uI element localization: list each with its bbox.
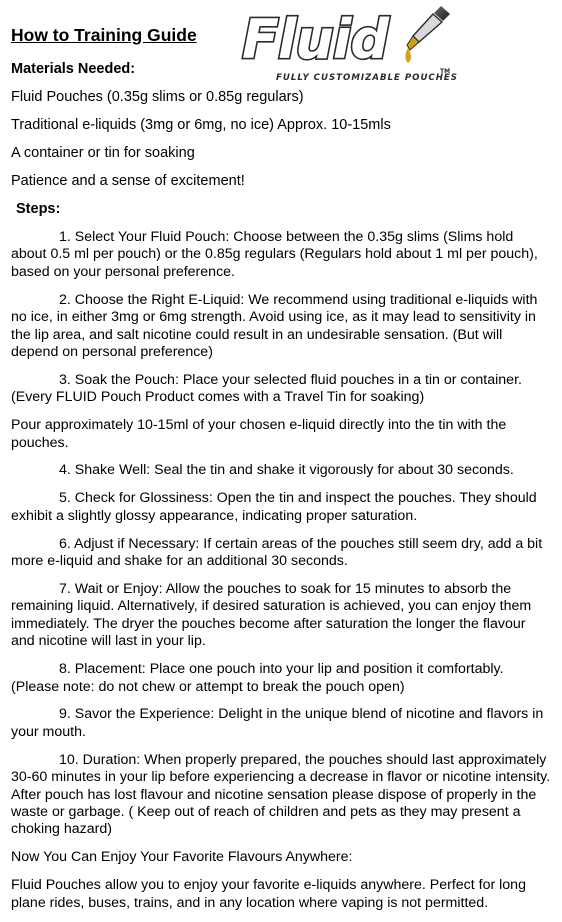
logo-wordmark: Fluid: [242, 8, 389, 71]
training-guide: [11, 24, 551, 912]
closing-heading: Now You Can Enjoy Your Favorite Flavours Anywhere:: [11, 849, 353, 866]
page-title: How to Training Guide: [11, 25, 197, 45]
trademark-mark: TM: [440, 68, 451, 75]
dropper-icon: [405, 6, 450, 63]
materials-heading: Materials Needed:: [11, 61, 136, 77]
materials-item: Fluid Pouches (0.35g slims or 0.85g regulars): [11, 89, 304, 105]
pour-note: Pour approximately 10-15ml of your chosen e-liquid directly into the tin with the pouches.: [11, 417, 507, 451]
steps-heading: Steps:: [16, 201, 61, 217]
materials-item: Patience and a sense of excitement!: [11, 173, 245, 189]
step-9: 9. Savor the Experience: Delight in the unique blend of nicotine and flavors in your mouth.: [11, 706, 544, 740]
step-6: 6. Adjust if Necessary: If certain areas of the pouches still seem dry, add a bit more e-liquid and shake for an additional 30 seconds.: [11, 535, 543, 570]
step-1: 1. Select Your Fluid Pouch: Choose between the 0.35g slims (Slims hold about 0.5 ml per pouch) or the 0.85g regulars (Regulars hold about 1 ml per pouch), based on your personal preference.: [11, 229, 538, 280]
step-8: 8. Placement: Place one pouch into your lip and position it comfortably. (Please note: do not chew or attempt to break the pouch open): [11, 661, 504, 695]
logo-tagline: FULLY CUSTOMIZABLE POUCHES: [276, 73, 458, 83]
fluid-logo: [236, 0, 478, 90]
step-3: 3. Soak the Pouch: Place your selected fluid pouches in a tin or container. (Every FLUID Pouch Product comes with a Travel Tin for soaking): [11, 371, 522, 406]
step-5: 5. Check for Glossiness: Open the tin and inspect the pouches. They should exhibit a slightly glossy appearance, indicating proper saturation.: [11, 490, 537, 524]
materials-item: Traditional e-liquids (3mg or 6mg, no ice) Approx. 10-15mls: [11, 117, 391, 133]
step-7: 7. Wait or Enjoy: Allow the pouches to soak for 15 minutes to absorb the remaining liquid. Alternatively, if desired saturation is achieved, you can enjoy them immediately. The dryer the pouches become after saturation the longer the flavour and nicotine will last in your lip.: [11, 581, 532, 650]
step-10: 10. Duration: When properly prepared, the pouches should last approximately 30-60 minutes in your lip before experiencing a decrease in flavor or nicotine intensity. After pouch has lost flavour and nicotine sensation please dispose of properly in the waste or garbage. ( Keep out of reach of children and pets as they may present a choking hazard): [11, 751, 551, 838]
step-2: 2. Choose the Right E-Liquid: We recommend using traditional e-liquids with no ice, in either 3mg or 6mg strength. Avoid using ice, as it may lead to sensitivity in the lip area, and salt nicotine could result in an undesirable sensation. (But will depend on personal preference): [11, 291, 538, 360]
step-4: 4. Shake Well: Seal the tin and shake it vigorously for about 30 seconds.: [59, 462, 514, 479]
materials-list: [11, 88, 551, 190]
closing-text: Fluid Pouches allow you to enjoy your favorite e-liquids anywhere. Perfect for long plane rides, buses, trains, and in any location where vaping is not permitted.: [11, 877, 526, 911]
materials-item: A container or tin for soaking: [11, 145, 195, 161]
